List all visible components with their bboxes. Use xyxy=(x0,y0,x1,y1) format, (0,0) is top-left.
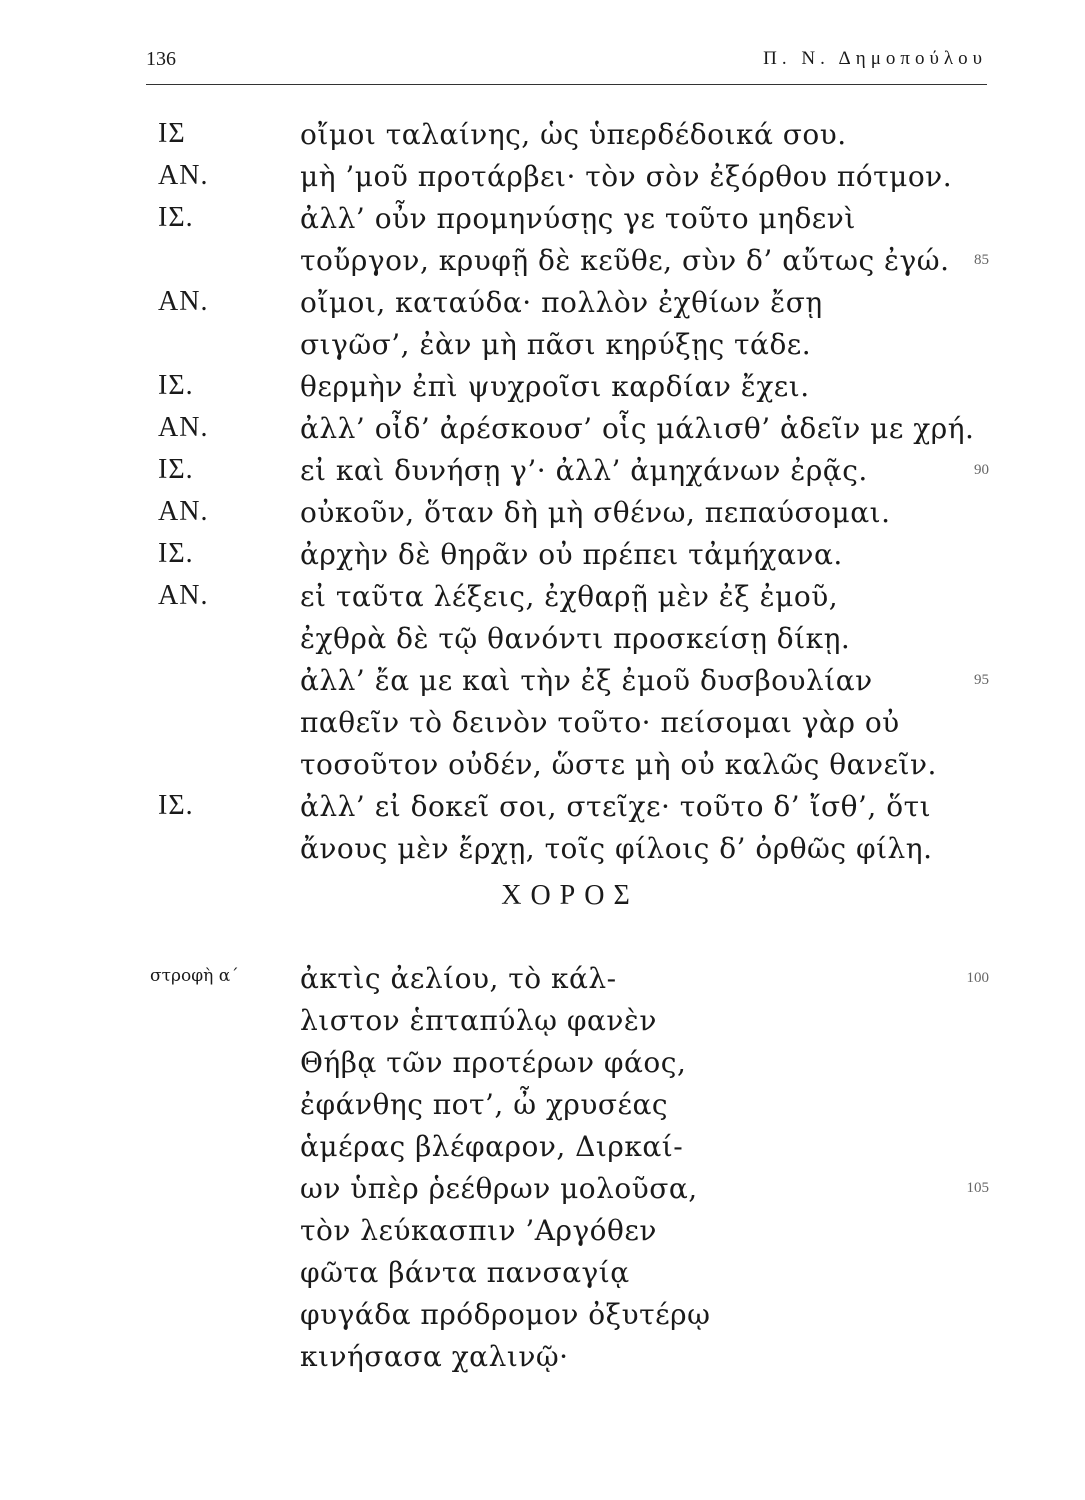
speaker-label: ΑΝ. xyxy=(158,160,209,191)
verse-line xyxy=(0,202,1085,242)
line-number: 105 xyxy=(966,1180,989,1196)
verse-text: μὴ ’μοῦ προτάρβει· τὸν σὸν ἐξόρθου πότμον. xyxy=(300,160,953,193)
verse-text: παθεῖν τὸ δεινὸν τοῦτο· πείσομαι γὰρ οὐ xyxy=(300,706,900,739)
verse-text: ἄνους μὲν ἔρχῃ, τοῖς φίλοις δ’ ὀρθῶς φίλη. xyxy=(300,832,933,865)
verse-text: τοσοῦτον οὐδέν, ὥστε μὴ οὐ καλῶς θανεῖν. xyxy=(300,748,937,781)
verse-line xyxy=(0,538,1085,578)
speaker-label: ΑΝ. xyxy=(158,580,209,611)
speaker-label: ΙΣ xyxy=(158,118,186,149)
speaker-label: ΙΣ. xyxy=(158,538,194,569)
verse-line xyxy=(0,118,1085,158)
line-number: 85 xyxy=(974,252,989,268)
verse-line xyxy=(0,244,1085,284)
page-header xyxy=(146,44,987,85)
chorus-heading: ΧΟΡΟΣ xyxy=(501,880,639,911)
song-text: κινήσασα χαλινῷ· xyxy=(300,1340,569,1373)
verse-text: εἰ καὶ δυνήσῃ γ’· ἀλλ’ ἀμηχάνων ἐρᾷς. xyxy=(300,454,868,487)
verse-text: τοὔργον, κρυφῇ δὲ κεῦθε, σὺν δ’ αὔτως ἐγώ. xyxy=(300,244,950,277)
verse-line xyxy=(0,286,1085,326)
page-number: 136 xyxy=(146,48,176,70)
song-line xyxy=(0,1340,1085,1380)
verse-line xyxy=(0,706,1085,746)
song-line xyxy=(0,1172,1085,1212)
line-number: 90 xyxy=(974,462,989,478)
song-line xyxy=(0,1088,1085,1128)
song-text: Θήβᾳ τῶν προτέρων φάος, xyxy=(300,1046,687,1079)
song-line xyxy=(0,1130,1085,1170)
song-text: ἁμέρας βλέφαρον, Διρκαί- xyxy=(300,1130,684,1163)
song-line xyxy=(0,962,1085,1002)
verse-line xyxy=(0,664,1085,704)
verse-text: εἰ ταῦτα λέξεις, ἐχθαρῇ μὲν ἐξ ἐμοῦ, xyxy=(300,580,839,613)
song-line xyxy=(0,1214,1085,1254)
verse-line xyxy=(0,832,1085,872)
verse-text: θερμὴν ἐπὶ ψυχροῖσι καρδίαν ἔχει. xyxy=(300,370,810,403)
speaker-label: ΑΝ. xyxy=(158,412,209,443)
song-text: ἐφάνθης ποτ’, ὦ χρυσέας xyxy=(300,1088,669,1121)
verse-line xyxy=(0,412,1085,452)
verse-text: ἀρχὴν δὲ θηρᾶν οὐ πρέπει τἀμήχανα. xyxy=(300,538,843,571)
verse-text: οὐκοῦν, ὅταν δὴ μὴ σθένω, πεπαύσομαι. xyxy=(300,496,891,529)
verse-line xyxy=(0,370,1085,410)
song-text: φῶτα βάντα πανσαγίᾳ xyxy=(300,1256,630,1289)
song-text: φυγάδα πρόδρομον ὀξυτέρῳ xyxy=(300,1298,711,1331)
song-line xyxy=(0,1256,1085,1296)
song-text: ων ὑπὲρ ῥεέθρων μολοῦσα, xyxy=(300,1172,698,1205)
speaker-label: ΙΣ. xyxy=(158,202,194,233)
verse-line xyxy=(0,496,1085,536)
verse-line xyxy=(0,454,1085,494)
strophe-label: στροφὴ α΄ xyxy=(150,966,239,986)
speaker-label: ΙΣ. xyxy=(158,370,194,401)
speaker-label: ΑΝ. xyxy=(158,286,209,317)
verse-text: οἴμοι ταλαίνης, ὡς ὑπερδέδοικά σου. xyxy=(300,118,847,151)
verse-line xyxy=(0,580,1085,620)
verse-text: σιγῶσ’, ἐὰν μὴ πᾶσι κηρύξῃς τάδε. xyxy=(300,328,812,361)
running-head: Π. Ν. Δημοπούλου xyxy=(763,48,987,69)
speaker-label: ΙΣ. xyxy=(158,790,194,821)
song-line xyxy=(0,1004,1085,1044)
line-number: 95 xyxy=(974,672,989,688)
verse-text: ἀλλ’ οὖν προμηνύσῃς γε τοῦτο μηδενὶ xyxy=(300,202,856,235)
verse-line xyxy=(0,790,1085,830)
verse-text: ἀλλ’ οἶδ’ ἀρέσκουσ’ οἷς μάλισθ’ ἁδεῖν με χρή. xyxy=(300,412,975,445)
song-line xyxy=(0,1046,1085,1086)
verse-line xyxy=(0,622,1085,662)
song-line xyxy=(0,1298,1085,1338)
verse-text: ἀλλ’ εἰ δοκεῖ σοι, στεῖχε· τοῦτο δ’ ἴσθ’, ὅτι xyxy=(300,790,932,823)
song-text: ἀκτὶς ἀελίου, τὸ κάλ- xyxy=(300,962,617,995)
speaker-label: ΑΝ. xyxy=(158,496,209,527)
verse-line xyxy=(0,160,1085,200)
line-number: 100 xyxy=(966,970,989,986)
verse-text: οἴμοι, καταύδα· πολλὸν ἐχθίων ἔσῃ xyxy=(300,286,823,319)
verse-text: ἐχθρὰ δὲ τῷ θανόντι προσκείσῃ δίκῃ. xyxy=(300,622,851,655)
verse-text: ἀλλ’ ἔα με καὶ τὴν ἐξ ἐμοῦ δυσβουλίαν xyxy=(300,664,873,697)
speaker-label: ΙΣ. xyxy=(158,454,194,485)
verse-line xyxy=(0,328,1085,368)
verse-line xyxy=(0,748,1085,788)
song-text: λιστον ἑπταπύλῳ φανὲν xyxy=(300,1004,657,1037)
song-text: τὸν λεύκασπιν ’Αργόθεν xyxy=(300,1214,657,1247)
